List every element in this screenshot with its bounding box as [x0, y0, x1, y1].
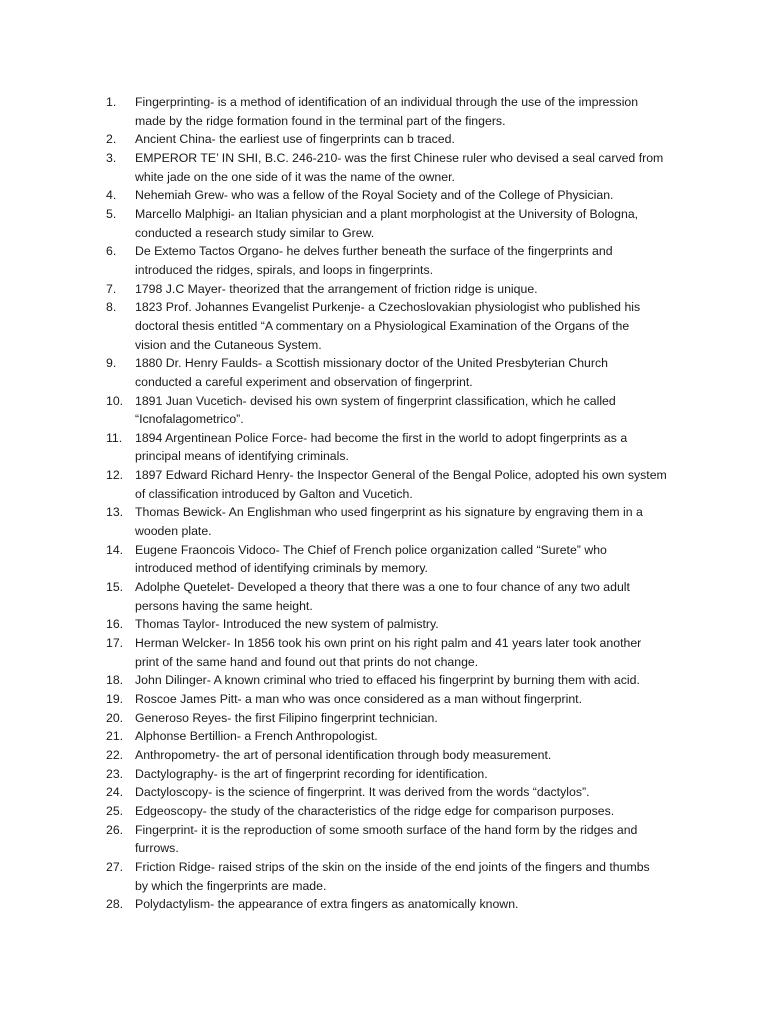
list-item-number: 1.: [106, 95, 117, 109]
list-item-text: [135, 709, 684, 728]
list-item-line: Dactylography- is the art of fingerprint recording for identification.: [135, 766, 488, 781]
list-item: [106, 578, 684, 615]
list-item-text: [135, 93, 684, 130]
list-item: [106, 466, 684, 503]
list-item-text: [135, 727, 684, 746]
list-item-line: 1823 Prof. Johannes Evangelist Purkenje- a Czechoslovakian physiologist who published his: [135, 300, 641, 315]
list-item-line: Generoso Reyes- the first Filipino fingerprint technician.: [135, 710, 438, 725]
list-item: [106, 242, 684, 279]
list-item: [106, 690, 684, 709]
list-item: [106, 727, 684, 746]
list-item-number: 4.: [106, 188, 117, 203]
list-item: [106, 392, 684, 429]
list-item-number: 13.: [106, 505, 124, 520]
list-item-number: 24.: [106, 785, 124, 800]
list-item: [106, 634, 684, 671]
list-item-line: 1894 Argentinean Police Force- had become the first in the world to adopt fingerprints as a: [135, 430, 628, 445]
list-item-number: 3.: [106, 150, 117, 165]
list-item-number: 11.: [106, 430, 123, 445]
list-item: [106, 783, 684, 802]
list-item: [106, 709, 684, 728]
list-item-text: [135, 895, 684, 914]
list-item: [106, 186, 684, 205]
list-item: [106, 93, 684, 130]
list-item: [106, 298, 684, 354]
list-item: [106, 541, 684, 578]
list-item-text: [135, 783, 684, 802]
list-item-line: John Dilinger- A known criminal who tried to effaced his fingerprint by burning them with acid.: [135, 673, 640, 688]
list-item-line: Friction Ridge- raised strips of the skin on the inside of the end joints of the fingers and thumbs: [135, 859, 650, 874]
list-item-text: [135, 298, 684, 354]
list-item: [106, 205, 684, 242]
list-item: [106, 503, 684, 540]
list-item-line: De Extemo Tactos Organo- he delves further beneath the surface of the fingerprints and: [135, 244, 613, 259]
list-item-line: 1897 Edward Richard Henry- the Inspector General of the Bengal Police, adopted his own system: [135, 468, 667, 483]
list-item-text: [135, 280, 684, 299]
list-item-number: 26.: [106, 822, 124, 837]
list-item-line: persons having the same height.: [135, 598, 313, 613]
list-item-line: 1798 J.C Mayer- theorized that the arrangement of friction ridge is unique.: [135, 281, 538, 296]
list-item: [106, 671, 684, 690]
list-item: [106, 746, 684, 765]
list-item-text: [135, 149, 684, 186]
list-item-number: 20.: [106, 710, 124, 725]
list-item-number: 28.: [106, 897, 124, 912]
list-item: [106, 130, 684, 149]
list-item-text: [135, 746, 684, 765]
list-item-line: “Icnofalagometrico”.: [135, 412, 244, 427]
list-item-number: 6.: [106, 244, 117, 259]
list-item-number: 27.: [106, 859, 124, 874]
list-item-line: Polydactylism- the appearance of extra fingers as anatomically known.: [135, 897, 519, 912]
list-item-text: [135, 578, 684, 615]
list-item-line: Fingerprint- it is the reproduction of some smooth surface of the hand form by the ridges and: [135, 822, 638, 837]
list-item: [106, 429, 684, 466]
list-item: [106, 765, 684, 784]
list-item-line: Edgeoscopy- the study of the characteristics of the ridge edge for comparison purposes.: [135, 803, 615, 818]
list-item-text: [135, 821, 684, 858]
list-item-text: [135, 615, 684, 634]
list-item-line: Nehemiah Grew- who was a fellow of the Royal Society and of the College of Physician.: [135, 188, 614, 203]
list-item-text: [135, 858, 684, 895]
list-item-line: Herman Welcker- In 1856 took his own print on his right palm and 41 years later took another: [135, 636, 642, 651]
list-item-line: Ancient China- the earliest use of fingerprints can b traced.: [135, 132, 455, 147]
list-item-text: [135, 466, 684, 503]
list-item-line: Roscoe James Pitt- a man who was once considered as a man without fingerprint.: [135, 692, 583, 706]
list-item-text: [135, 503, 684, 540]
list-item-text: [135, 429, 684, 466]
list-item-line: furrows.: [135, 841, 179, 856]
list-item-line: made by the ridge formation found in the terminal part of the fingers.: [135, 113, 506, 128]
list-item-line: Alphonse Bertillion- a French Anthropologist.: [135, 729, 378, 744]
list-item-line: Dactyloscopy- is the science of fingerprint. It was derived from the words “dactylos”.: [135, 785, 590, 800]
list-item-number: 18.: [106, 673, 124, 688]
list-item-text: [135, 634, 684, 671]
list-item-number: 5.: [106, 206, 117, 221]
list-item-line: introduced the ridges, spirals, and loops in fingerprints.: [135, 262, 434, 277]
list-item-line: Anthropometry- the art of personal identification through body measurement.: [135, 747, 552, 762]
list-item-number: 16.: [106, 617, 124, 632]
list-item-text: [135, 205, 684, 242]
list-item-line: introduced method of identifying criminals by memory.: [135, 561, 428, 576]
list-item: [106, 615, 684, 634]
list-item-line: Thomas Bewick- An Englishman who used fingerprint as his signature by engraving them in a: [135, 505, 643, 520]
list-item-text: [135, 130, 684, 149]
list-item-text: [135, 802, 684, 821]
list-item-number: 21.: [106, 729, 124, 744]
list-item-text: [135, 541, 684, 578]
list-item-line: by which the fingerprints are made.: [135, 878, 327, 893]
list-item-number: 14.: [106, 542, 124, 557]
list-item: [106, 280, 684, 299]
list-item-number: 2.: [106, 132, 117, 147]
list-item: [106, 354, 684, 391]
list-item-number: 12.: [106, 468, 124, 483]
list-item-line: of classification introduced by Galton and Vucetich.: [135, 486, 413, 501]
list-item-line: Adolphe Quetelet- Developed a theory that there was a one to four chance of any two adult: [135, 580, 630, 595]
list-item-number: 19.: [106, 692, 124, 706]
list-item: [106, 895, 684, 914]
list-item-line: wooden plate.: [135, 524, 212, 539]
list-item-line: print of the same hand and found out that prints do not change.: [135, 654, 479, 669]
list-item-line: Fingerprinting- is a method of identification of an individual through the use of the impression: [135, 95, 639, 109]
list-item-line: conducted a careful experiment and observation of fingerprint.: [135, 374, 473, 389]
list-item-number: 15.: [106, 580, 124, 595]
list-item-number: 7.: [106, 281, 117, 296]
list-item-text: [135, 765, 684, 784]
list-item-line: Thomas Taylor- Introduced the new system of palmistry.: [135, 617, 439, 632]
list-item-line: vision and the Cutaneous System.: [135, 337, 322, 352]
list-item-text: [135, 671, 684, 690]
list-item-number: 23.: [106, 766, 124, 781]
list-item-line: doctoral thesis entitled “A commentary on a Physiological Examination of the Organs of the: [135, 318, 630, 333]
list-item-number: 22.: [106, 747, 124, 762]
list-item-text: [135, 690, 684, 709]
list-item-number: 8.: [106, 300, 117, 315]
numbered-term-list: [106, 93, 684, 914]
list-item-text: [135, 392, 684, 429]
list-item-number: 9.: [106, 356, 117, 371]
list-item-text: [135, 354, 684, 391]
list-item-line: conducted a research study similar to Grew.: [135, 225, 375, 240]
list-item: [106, 821, 684, 858]
list-item-line: 1880 Dr. Henry Faulds- a Scottish missionary doctor of the United Presbyterian Church: [135, 356, 608, 371]
list-item-number: 17.: [106, 636, 124, 651]
list-item-line: white jade on the one side of it was the name of the owner.: [135, 169, 455, 184]
list-item: [106, 858, 684, 895]
list-item-text: [135, 242, 684, 279]
list-item-line: EMPEROR TE’ IN SHI, B.C. 246-210- was the first Chinese ruler who devised a seal carved from: [135, 150, 664, 165]
list-item-line: Eugene Fraoncois Vidoco- The Chief of French police organization called “Surete” who: [135, 542, 607, 557]
list-item-line: Marcello Malphigi- an Italian physician and a plant morphologist at the University of Bologna,: [135, 206, 639, 221]
list-item-number: 10.: [106, 393, 124, 408]
list-item-number: 25.: [106, 803, 124, 818]
list-item-line: 1891 Juan Vucetich- devised his own system of fingerprint classification, which he called: [135, 393, 616, 408]
list-item: [106, 149, 684, 186]
list-item-line: principal means of identifying criminals.: [135, 449, 349, 464]
list-item: [106, 802, 684, 821]
list-item-text: [135, 186, 684, 205]
